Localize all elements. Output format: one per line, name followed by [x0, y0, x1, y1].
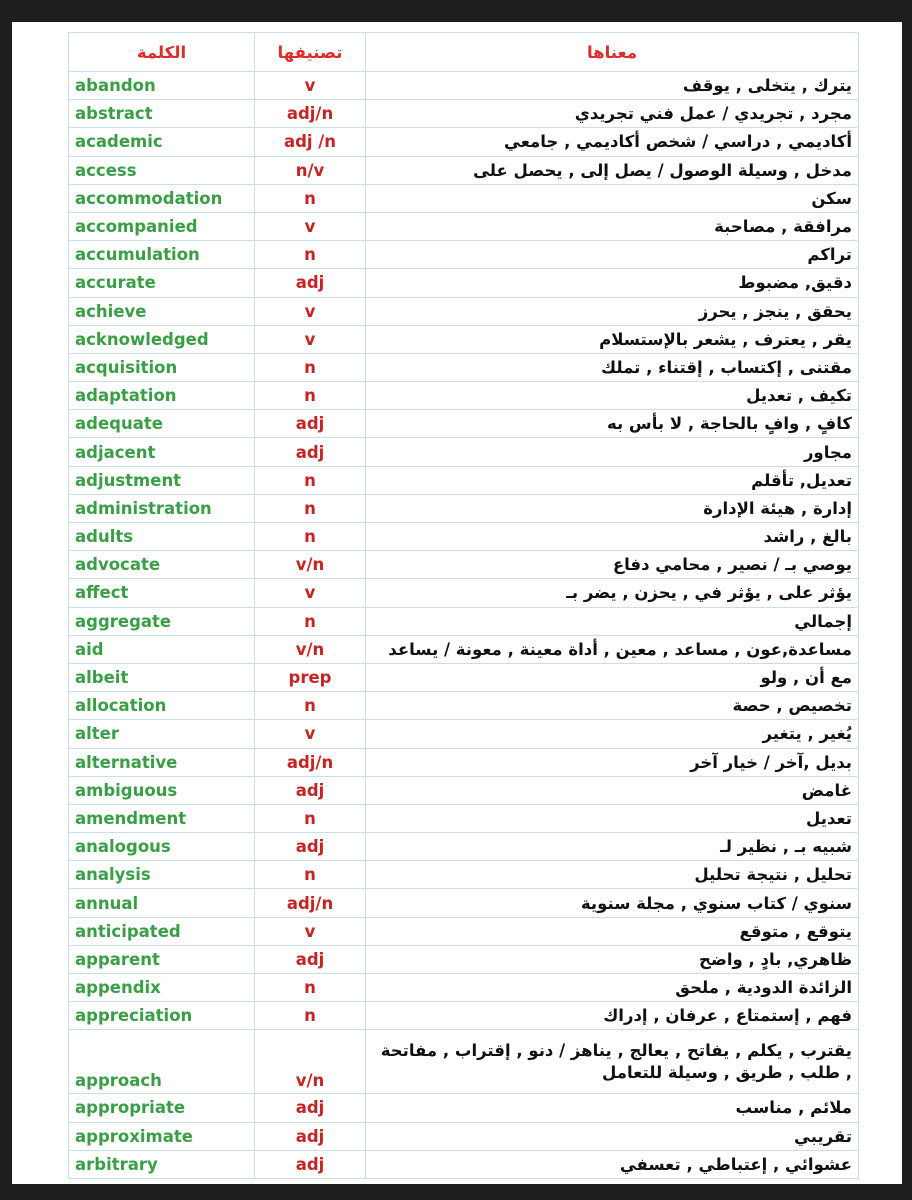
classification-cell: n/v — [255, 156, 366, 184]
table-row — [69, 128, 859, 156]
classification-cell: adj — [255, 410, 366, 438]
word-cell: abandon — [69, 72, 255, 100]
table-header-row — [69, 33, 859, 72]
word-cell: apparent — [69, 945, 255, 973]
document-page — [12, 22, 902, 1184]
table-row — [69, 297, 859, 325]
word-cell: approximate — [69, 1122, 255, 1150]
table-row — [69, 184, 859, 212]
table-row — [69, 692, 859, 720]
vocabulary-table — [68, 32, 859, 1179]
word-cell: adults — [69, 523, 255, 551]
classification-cell: n — [255, 353, 366, 381]
meaning-cell: تقريبي — [366, 1122, 859, 1150]
meaning-cell: ملائم , مناسب — [366, 1094, 859, 1122]
word-cell: allocation — [69, 692, 255, 720]
classification-cell: n — [255, 607, 366, 635]
word-cell: albeit — [69, 663, 255, 691]
classification-cell: adj/n — [255, 100, 366, 128]
word-cell: analysis — [69, 861, 255, 889]
classification-cell: adj/n — [255, 889, 366, 917]
meaning-cell: مرافقة , مصاحبة — [366, 212, 859, 240]
classification-cell: n — [255, 523, 366, 551]
word-cell: annual — [69, 889, 255, 917]
table-row — [69, 833, 859, 861]
word-cell: ambiguous — [69, 776, 255, 804]
meaning-cell: يترك , يتخلى , يوقف — [366, 72, 859, 100]
meaning-cell: بالغ , راشد — [366, 523, 859, 551]
meaning-cell: مع أن , ولو — [366, 663, 859, 691]
classification-cell: n — [255, 241, 366, 269]
meaning-cell: تعديل — [366, 804, 859, 832]
table-row — [69, 466, 859, 494]
word-cell: acknowledged — [69, 325, 255, 353]
classification-cell: adj — [255, 1122, 366, 1150]
word-cell: administration — [69, 494, 255, 522]
meaning-cell: شبيه بـ , نظير لـ — [366, 833, 859, 861]
table-row — [69, 861, 859, 889]
meaning-cell: مدخل , وسيلة الوصول / يصل إلى , يحصل على — [366, 156, 859, 184]
word-cell: adequate — [69, 410, 255, 438]
word-cell: appropriate — [69, 1094, 255, 1122]
word-cell: accumulation — [69, 241, 255, 269]
header-word: الكلمة — [69, 33, 255, 72]
table-row — [69, 579, 859, 607]
classification-cell: v/n — [255, 1030, 366, 1094]
table-row — [69, 776, 859, 804]
classification-cell: adj — [255, 269, 366, 297]
header-meaning: معناها — [366, 33, 859, 72]
classification-cell: v — [255, 917, 366, 945]
word-cell: analogous — [69, 833, 255, 861]
table-row — [69, 523, 859, 551]
word-cell: accommodation — [69, 184, 255, 212]
classification-cell: adj — [255, 945, 366, 973]
classification-cell: n — [255, 804, 366, 832]
meaning-cell: فهم , إستمتاع , عرفان , إدراك — [366, 1002, 859, 1030]
table-row — [69, 945, 859, 973]
table-row — [69, 241, 859, 269]
table-row — [69, 748, 859, 776]
word-cell: arbitrary — [69, 1150, 255, 1178]
table-row — [69, 974, 859, 1002]
meaning-cell: يؤثر على , يؤثر في , يحزن , يضر بـ — [366, 579, 859, 607]
table-row — [69, 382, 859, 410]
word-cell: academic — [69, 128, 255, 156]
meaning-cell: يحقق , ينجز , يحرز — [366, 297, 859, 325]
classification-cell: v — [255, 297, 366, 325]
classification-cell: prep — [255, 663, 366, 691]
classification-cell: n — [255, 494, 366, 522]
table-row — [69, 889, 859, 917]
meaning-cell: يُغير , يتغير — [366, 720, 859, 748]
word-cell: affect — [69, 579, 255, 607]
word-cell: accompanied — [69, 212, 255, 240]
meaning-cell: مجرد , تجريدي / عمل فني تجريدي — [366, 100, 859, 128]
classification-cell: adj/n — [255, 748, 366, 776]
classification-cell: n — [255, 1002, 366, 1030]
word-cell: alternative — [69, 748, 255, 776]
classification-cell: adj — [255, 1094, 366, 1122]
classification-cell: n — [255, 974, 366, 1002]
word-cell: amendment — [69, 804, 255, 832]
table-row — [69, 720, 859, 748]
classification-cell: n — [255, 692, 366, 720]
classification-cell: v/n — [255, 635, 366, 663]
word-cell: appendix — [69, 974, 255, 1002]
table-row — [69, 353, 859, 381]
classification-cell: v — [255, 325, 366, 353]
table-row — [69, 663, 859, 691]
table-row — [69, 100, 859, 128]
classification-cell: v/n — [255, 551, 366, 579]
table-row — [69, 72, 859, 100]
meaning-cell: إدارة , هيئة الإدارة — [366, 494, 859, 522]
classification-cell: n — [255, 382, 366, 410]
word-cell: access — [69, 156, 255, 184]
table-row — [69, 635, 859, 663]
header-classification: تصنيفها — [255, 33, 366, 72]
meaning-cell: بديل ,آخر / خيار آخر — [366, 748, 859, 776]
meaning-cell: ظاهري, بادٍ , واضح — [366, 945, 859, 973]
meaning-cell: مقتنى , إكتساب , إقتناء , تملك — [366, 353, 859, 381]
meaning-cell: تخصيص , حصة — [366, 692, 859, 720]
word-cell: advocate — [69, 551, 255, 579]
table-row — [69, 494, 859, 522]
table-row — [69, 607, 859, 635]
table-row — [69, 410, 859, 438]
word-cell: approach — [69, 1030, 255, 1094]
word-cell: achieve — [69, 297, 255, 325]
classification-cell: n — [255, 184, 366, 212]
word-cell: adjacent — [69, 438, 255, 466]
meaning-cell: الزائدة الدودية , ملحق — [366, 974, 859, 1002]
table-row — [69, 269, 859, 297]
classification-cell: v — [255, 579, 366, 607]
table-row — [69, 1150, 859, 1178]
meaning-cell: أكاديمي , دراسي / شخص أكاديمي , جامعي — [366, 128, 859, 156]
classification-cell: adj — [255, 438, 366, 466]
meaning-cell: تعديل, تأقلم — [366, 466, 859, 494]
meaning-cell: مساعدة,عون , مساعد , معين , أداة معينة , معونة / يساعد — [366, 635, 859, 663]
word-cell: appreciation — [69, 1002, 255, 1030]
table-row — [69, 438, 859, 466]
classification-cell: v — [255, 72, 366, 100]
table-row — [69, 551, 859, 579]
classification-cell: adj — [255, 776, 366, 804]
classification-cell: adj — [255, 1150, 366, 1178]
table-row — [69, 212, 859, 240]
meaning-cell: سكن — [366, 184, 859, 212]
meaning-cell: تحليل , نتيجة تحليل — [366, 861, 859, 889]
meaning-cell: مجاور — [366, 438, 859, 466]
word-cell: aggregate — [69, 607, 255, 635]
word-cell: anticipated — [69, 917, 255, 945]
word-cell: accurate — [69, 269, 255, 297]
meaning-cell: عشوائي , إعتباطي , تعسفي — [366, 1150, 859, 1178]
table-row — [69, 156, 859, 184]
meaning-cell: كافٍ , وافٍ بالحاجة , لا بأس به — [366, 410, 859, 438]
table-row — [69, 1094, 859, 1122]
word-cell: acquisition — [69, 353, 255, 381]
word-cell: abstract — [69, 100, 255, 128]
word-cell: alter — [69, 720, 255, 748]
meaning-cell: يقترب , يكلم , يفاتح , يعالج , يناهز / دنو , إقتراب , مفاتحة , طلب , طريق , وسيلة للتعامل — [366, 1030, 859, 1094]
meaning-cell: تكيف , تعديل — [366, 382, 859, 410]
meaning-cell: سنوي / كتاب سنوي , مجلة سنوية — [366, 889, 859, 917]
classification-cell: adj /n — [255, 128, 366, 156]
meaning-cell: إجمالي — [366, 607, 859, 635]
classification-cell: v — [255, 212, 366, 240]
word-cell: aid — [69, 635, 255, 663]
meaning-cell: تراكم — [366, 241, 859, 269]
table-row — [69, 1002, 859, 1030]
classification-cell: n — [255, 466, 366, 494]
classification-cell: n — [255, 861, 366, 889]
table-row — [69, 1030, 859, 1094]
classification-cell: adj — [255, 833, 366, 861]
table-row — [69, 1122, 859, 1150]
meaning-cell: يوصي بـ / نصير , محامي دفاع — [366, 551, 859, 579]
meaning-cell: يتوقع , متوقع — [366, 917, 859, 945]
word-cell: adaptation — [69, 382, 255, 410]
table-row — [69, 917, 859, 945]
word-cell: adjustment — [69, 466, 255, 494]
meaning-cell: يقر , يعترف , يشعر بالإستسلام — [366, 325, 859, 353]
table-row — [69, 325, 859, 353]
meaning-cell: غامض — [366, 776, 859, 804]
meaning-cell: دقيق, مضبوط — [366, 269, 859, 297]
classification-cell: v — [255, 720, 366, 748]
table-row — [69, 804, 859, 832]
